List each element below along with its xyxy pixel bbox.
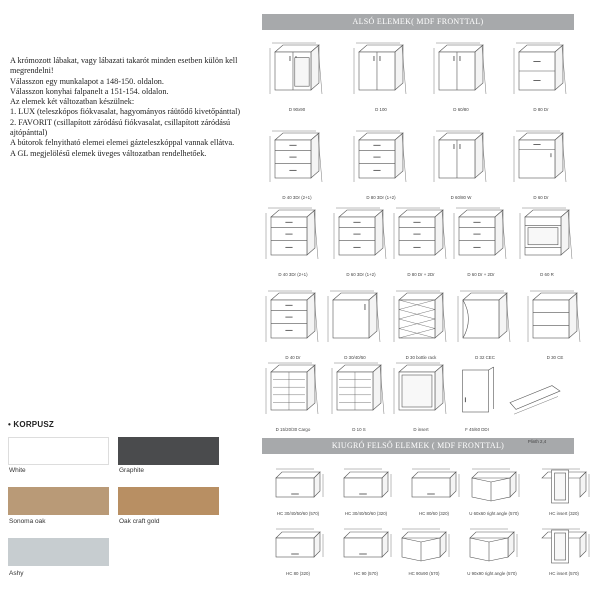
- cabinet-drawing-icon: [464, 462, 524, 518]
- cabinet-label: D 80 Dr: [533, 107, 549, 112]
- swatch-label-ashy: Ashy: [9, 570, 24, 577]
- cabinet-drawing-icon: [518, 205, 576, 279]
- cabinet-drawing-icon: [456, 288, 514, 362]
- cabinet-item: [512, 40, 570, 114]
- cabinet-item: [264, 360, 322, 434]
- cabinet-drawing-icon: [448, 360, 506, 434]
- intro-text: [10, 56, 255, 159]
- cabinet-label: D 60 3Dr (1+2): [346, 272, 376, 277]
- swatch-graphite: [118, 437, 219, 465]
- cabinet-item: [456, 288, 514, 362]
- cabinet-drawing-icon: [534, 462, 594, 518]
- cabinet-drawing-icon: [330, 360, 388, 434]
- cabinet-drawing-icon: [534, 522, 594, 578]
- cabinet-item: [268, 522, 328, 578]
- cabinet-item: [392, 360, 450, 434]
- cabinet-drawing-icon: [432, 128, 490, 202]
- cabinet-item: [330, 360, 388, 434]
- cabinet-item: [268, 128, 326, 202]
- cabinet-drawing-icon: [352, 128, 410, 202]
- cabinet-item: [268, 462, 328, 518]
- cabinet-item: [534, 522, 594, 578]
- intro-line: A GL megjelölésű elemek üveges változatban rendelhetőek.: [10, 148, 207, 158]
- cabinet-label: D 60/80 W: [450, 195, 472, 200]
- cabinet-drawing-icon: [392, 288, 450, 362]
- cabinet-item: [448, 360, 506, 434]
- cabinet-item: [452, 205, 510, 279]
- cabinet-label: Plinth 2,4: [527, 439, 547, 444]
- intro-line: Válasszon konyhai falpanelt a 151-154. oldalon.: [10, 86, 169, 96]
- cabinet-item: [526, 288, 584, 362]
- cabinet-item: [264, 288, 322, 362]
- swatch-ashy: [8, 538, 109, 566]
- intro-line: A krómozott lábakat, vagy lábazati takarót minden esetben külön kell megrendelni!: [10, 56, 238, 76]
- cabinet-label: HC 30/40/50/60 (570): [276, 511, 320, 516]
- cabinet-drawing-icon: [268, 462, 328, 518]
- cabinet-drawing-icon: [326, 288, 384, 362]
- cabinet-label: D 60 Dr: [533, 195, 549, 200]
- cabinet-item: [392, 205, 450, 279]
- cabinet-label: U 90x90 right angle (570): [467, 571, 517, 576]
- cabinet-drawing-icon: [264, 205, 322, 279]
- cabinet-drawing-icon: [332, 205, 390, 279]
- cabinet-drawing-icon: [462, 522, 522, 578]
- cabinet-label: D insert: [413, 427, 429, 432]
- cabinet-item: [352, 128, 410, 202]
- swatch-white: [8, 437, 109, 465]
- intro-line: 2. FAVORIT (csillapított záródású fiókvasalat, csillapított záródású ajtópánttal): [10, 117, 231, 138]
- cabinet-drawing-icon: [526, 288, 584, 362]
- cabinet-drawing-icon: [452, 205, 510, 279]
- cabinet-drawing-icon: [512, 40, 570, 114]
- cabinet-item: [336, 462, 396, 518]
- cabinet-item: [508, 372, 566, 446]
- cabinet-label: D 80 Dr + 2Dr: [407, 272, 435, 277]
- cabinet-item: [332, 205, 390, 279]
- cabinet-label: D 15/20/30 Cargo: [275, 427, 311, 432]
- cabinet-label: D 32 CEC: [475, 355, 495, 360]
- swatch-sonoma-oak: [8, 487, 109, 515]
- intro-line: Válasszon egy munkalapot a 148-150. oldalon.: [10, 76, 164, 86]
- cabinet-label: D 30 bottle rack: [405, 355, 437, 360]
- cabinet-drawing-icon: [394, 522, 454, 578]
- cabinet-drawing-icon: [508, 372, 566, 446]
- cabinet-label: HC insert (570): [549, 571, 579, 576]
- swatch-label-graphite: Graphite: [119, 467, 144, 474]
- cabinet-item: [394, 522, 454, 578]
- cabinet-drawing-icon: [336, 522, 396, 578]
- cabinet-label: D 30 CE: [546, 355, 564, 360]
- cabinet-item: [264, 205, 322, 279]
- korpusz-title: • KORPUSZ: [8, 420, 54, 429]
- cabinet-label: D 80 3Dr (1+2): [366, 195, 396, 200]
- cabinet-drawing-icon: [264, 288, 322, 362]
- cabinet-drawing-icon: [392, 205, 450, 279]
- cabinet-item: [432, 128, 490, 202]
- cabinet-label: HC 90 (570): [354, 571, 378, 576]
- cabinet-label: D 10 S: [352, 427, 366, 432]
- cabinet-drawing-icon: [264, 360, 322, 434]
- swatch-oak-craft-gold: [118, 487, 219, 515]
- cabinet-label: F 45/60 DDI: [465, 427, 489, 432]
- cabinet-label: D 60 R: [540, 272, 554, 277]
- cabinet-label: D 30/40/50: [344, 355, 366, 360]
- swatch-label-oak-craft-gold: Oak craft gold: [119, 518, 160, 525]
- cabinet-item: [518, 205, 576, 279]
- intro-line: A bútorok felnyitható elemei elemei gázteleszkóppal vannak ellátva.: [10, 138, 235, 148]
- cabinet-drawing-icon: [268, 522, 328, 578]
- cabinet-label: HC insert (320): [549, 511, 579, 516]
- cabinet-drawing-icon: [268, 128, 326, 202]
- upper-elements-banner: KIUGRÓ FELSŐ ELEMEK ( MDF FRONTTAL): [262, 438, 574, 454]
- cabinet-label: D 60 Dr + 2Dr: [467, 272, 495, 277]
- cabinet-label: HC 90x90 (570): [408, 571, 440, 576]
- cabinet-item: [512, 128, 570, 202]
- cabinet-drawing-icon: [352, 40, 410, 114]
- cabinet-label: D 100: [375, 107, 387, 112]
- swatch-label-sonoma-oak: Sonoma oak: [9, 518, 46, 525]
- cabinet-item: [534, 462, 594, 518]
- cabinet-item: [392, 288, 450, 362]
- cabinet-label: D 40 Dr: [285, 355, 301, 360]
- intro-line: 1. LUX (teleszkópos fiókvasalat, hagyományos ráütődő kivetőpánttal): [10, 107, 241, 117]
- cabinet-label: D 40 3Dr (2+1): [282, 195, 312, 200]
- cabinet-item: [326, 288, 384, 362]
- cabinet-item: [336, 522, 396, 578]
- cabinet-drawing-icon: [336, 462, 396, 518]
- cabinet-item: [352, 40, 410, 114]
- cabinet-label: D 60/80: [453, 107, 469, 112]
- cabinet-item: [404, 462, 464, 518]
- cabinet-label: U 60x60 right angle (570): [469, 511, 519, 516]
- cabinet-item: [432, 40, 490, 114]
- cabinet-drawing-icon: [432, 40, 490, 114]
- cabinet-item: [268, 40, 326, 114]
- intro-line: Az elemek két változatban készülnek:: [10, 97, 135, 107]
- cabinet-drawing-icon: [512, 128, 570, 202]
- cabinet-label: HC 80 (320): [286, 571, 310, 576]
- cabinet-label: HC 80/60 (320): [418, 511, 450, 516]
- lower-elements-banner: ALSÓ ELEMEK( MDF FRONTTAL): [262, 14, 574, 30]
- swatch-label-white: White: [9, 467, 26, 474]
- cabinet-drawing-icon: [404, 462, 464, 518]
- cabinet-label: D 40 3Dr (2+1): [278, 272, 308, 277]
- cabinet-drawing-icon: [268, 40, 326, 114]
- cabinet-drawing-icon: [392, 360, 450, 434]
- cabinet-label: D 90x90: [288, 107, 306, 112]
- cabinet-label: HC 30/40/50/60 (320): [344, 511, 388, 516]
- cabinet-item: [462, 522, 522, 578]
- cabinet-item: [464, 462, 524, 518]
